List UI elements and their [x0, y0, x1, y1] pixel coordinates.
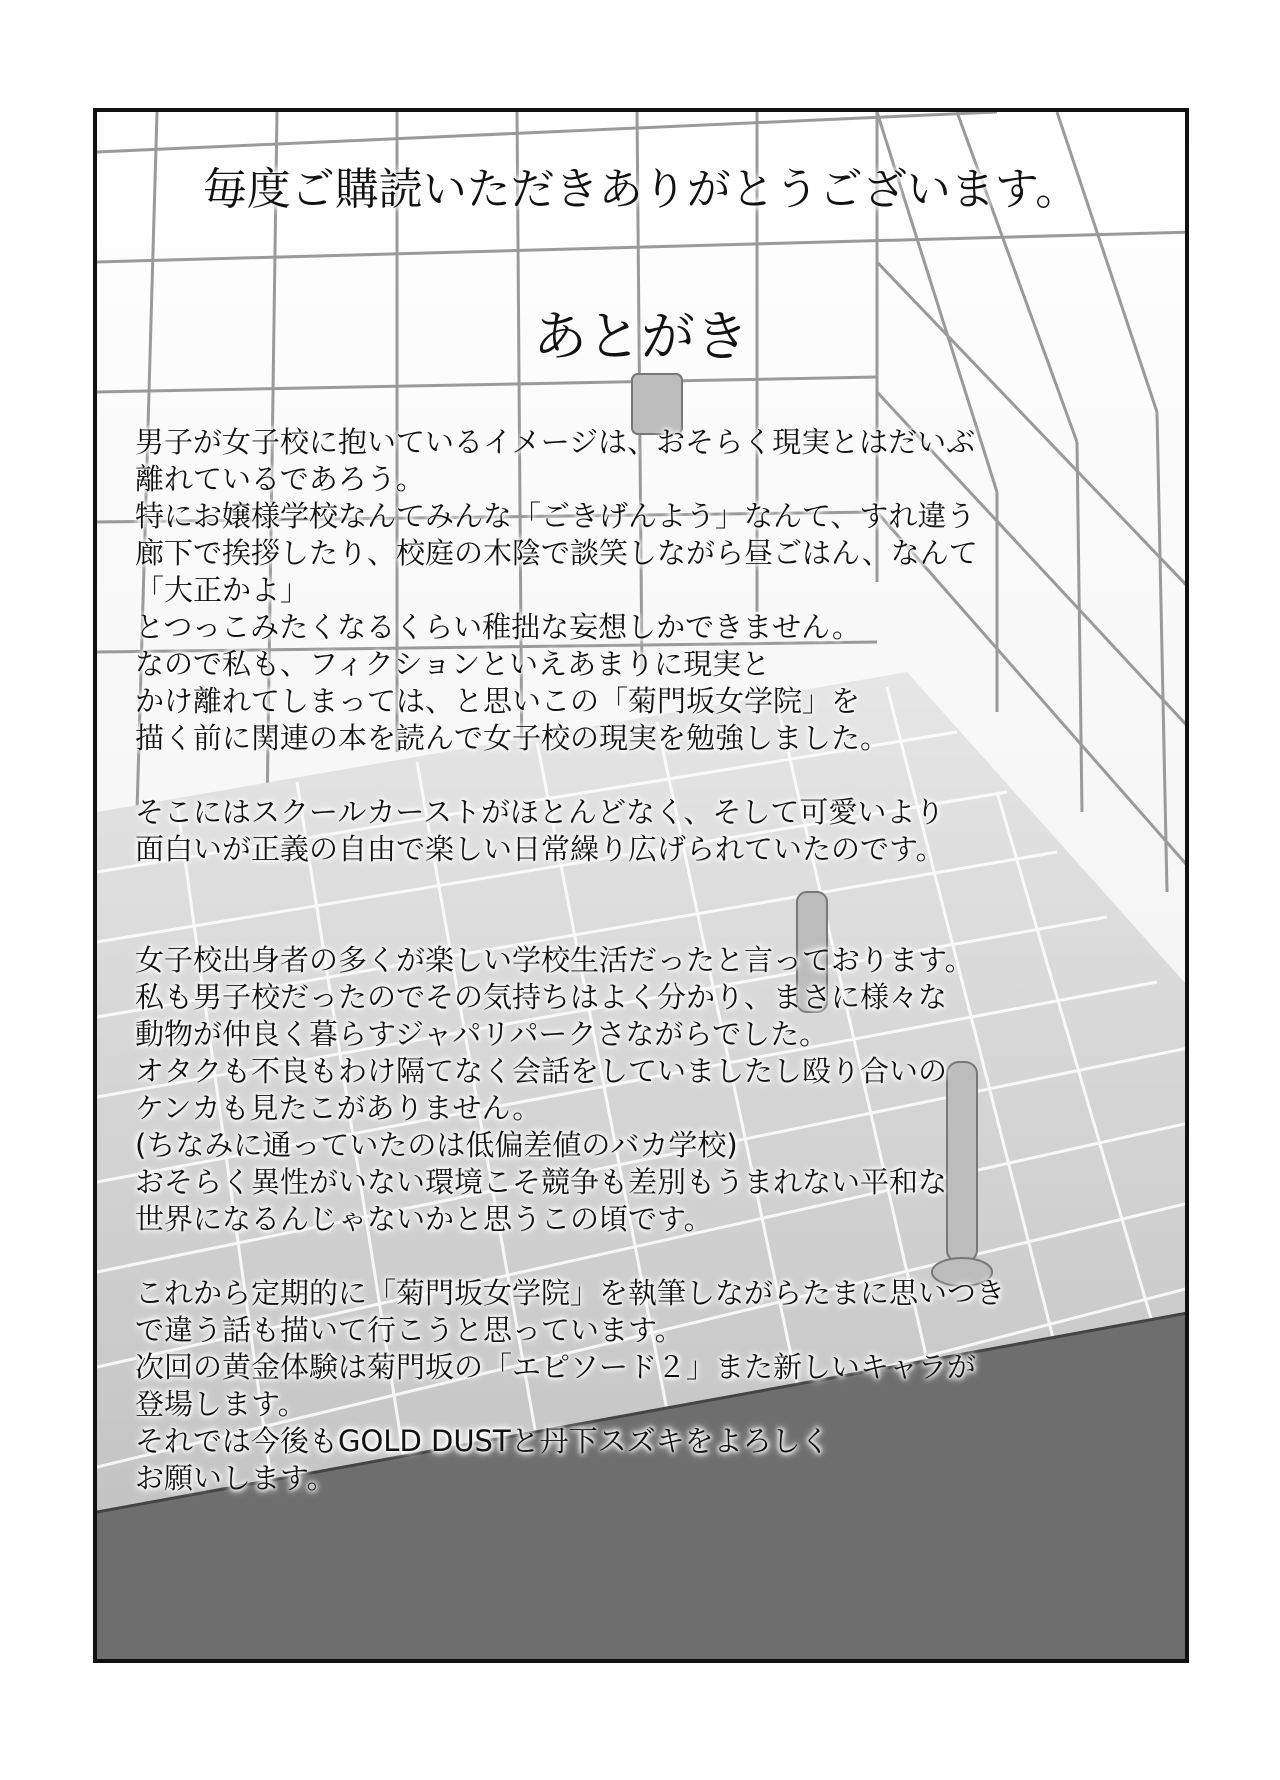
afterword-text	[97, 112, 1185, 1659]
body-line: 登場します。	[135, 1387, 307, 1421]
body-line: 世界になるんじゃないかと思うこの頃です。	[135, 1202, 713, 1236]
body-line: 私も男子校だったのでその気持ちはよく分かり、まさに様々な	[135, 980, 948, 1014]
paragraph-4	[135, 1275, 1175, 1497]
body-line: 特にお嬢様学校なんてみんな「ごきげんよう」なんて、すれ違う	[135, 499, 976, 533]
body-line: おそらく異性がいない環境こそ競争も差別もうまれない平和な	[135, 1165, 948, 1199]
body-line: それでは今後もGOLD DUSTと丹下スズキをよろしく	[135, 1424, 830, 1458]
body-line: なので私も、フィクションといえあまりに現実と	[135, 647, 771, 681]
paragraph-spacer	[135, 1238, 1175, 1275]
body-line: オタクも不良もわけ隔てなく会話をしていましたし殴り合いの	[135, 1054, 948, 1088]
paragraph-spacer	[135, 757, 1175, 794]
afterword-title: あとがき	[533, 305, 749, 368]
body-line: 動物が仲良く暮らすジャパリパークさながらでした。	[135, 1017, 829, 1051]
body-line: お願いします。	[135, 1461, 336, 1495]
paragraph-3	[135, 942, 1175, 1238]
body-line: かけ離れてしまっては、と思いこの「菊門坂女学院」を	[135, 684, 861, 718]
paragraph-spacer	[135, 868, 1175, 942]
body-line: 「大正かよ」	[135, 573, 310, 607]
body-line: とつっこみたくなるくらい稚拙な妄想しかできません。	[135, 610, 861, 644]
paragraph-2	[135, 794, 1175, 868]
body-line: ケンカも見たこがありません。	[135, 1091, 542, 1125]
body-line: 描く前に関連の本を読んで女子校の現実を勉強しました。	[135, 721, 890, 755]
body-line: 女子校出身者の多くが楽しい学校生活だったと言っております。	[135, 943, 974, 977]
body-line: 男子が女子校に抱いているイメージは、おそらく現実とはだいぶ	[135, 425, 976, 459]
body-line: これから定期的に「菊門坂女学院」を執筆しながらたまに思いつき	[135, 1276, 1006, 1310]
body-line: そこにはスクールカーストがほとんどなく、そして可愛いより	[135, 795, 945, 829]
manga-panel	[93, 108, 1189, 1663]
body-line: 離れているであろう。	[135, 462, 425, 496]
body-line: 面白いが正義の自由で楽しい日常繰り広げられていたのです。	[135, 832, 945, 866]
paragraph-1	[135, 424, 1175, 757]
body-line: で違う話も描いて行こうと思っています。	[135, 1313, 684, 1347]
afterword-body	[135, 424, 1175, 1497]
body-line: 次回の黄金体験は菊門坂の「エピソード２」また新しいキャラが	[135, 1350, 977, 1384]
body-line: (ちなみに通っていたのは低偏差値のバカ学校)	[135, 1128, 738, 1162]
greeting-heading: 毎度ご購読いただきありがとうございます。	[202, 164, 1080, 215]
body-line: 廊下で挨拶したり、校庭の木陰で談笑しながら昼ごはん、なんて	[135, 536, 978, 570]
